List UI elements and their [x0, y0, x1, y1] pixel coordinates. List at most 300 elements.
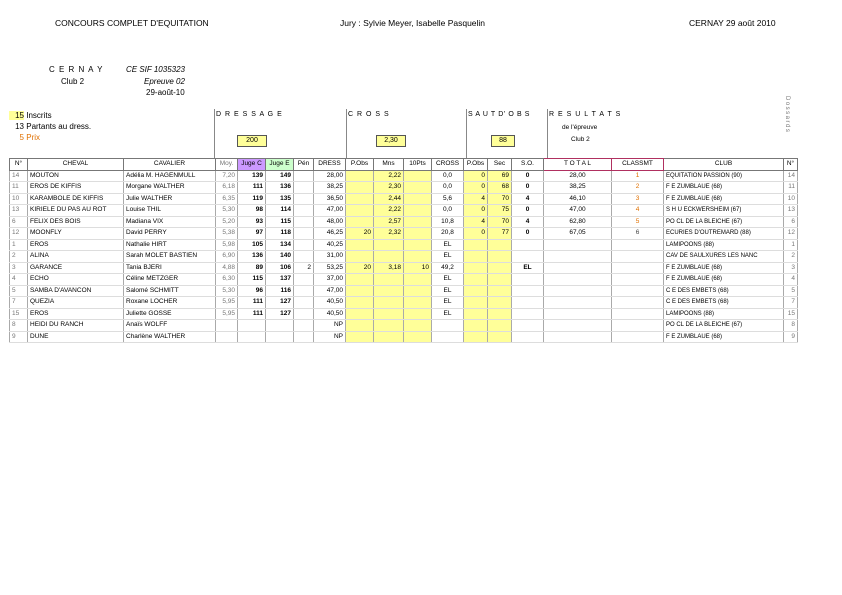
cell-moy: 7,20 [216, 170, 238, 182]
cell-moy: 4,88 [216, 262, 238, 274]
cell-saut-sec: 75 [488, 205, 512, 217]
table-row [10, 216, 798, 228]
cell-classmt: 2 [612, 182, 664, 194]
cell-cross-mns: 2,44 [374, 193, 404, 205]
cell-saut-sec [488, 308, 512, 320]
event-date: 29-août-10 [146, 88, 185, 97]
cell-cross: EL [432, 297, 464, 309]
cell-saut-sec: 68 [488, 182, 512, 194]
cell-num: 12 [10, 228, 28, 240]
cell-saut-so [512, 308, 544, 320]
cell-cross-pobs [346, 205, 374, 217]
cell-juge-e: 114 [266, 205, 294, 217]
cell-saut-sec [488, 320, 512, 332]
cell-moy: 5,38 [216, 228, 238, 240]
cell-cavalier: Roxane LOCHER [124, 297, 216, 309]
cell-saut-pobs: 0 [464, 182, 488, 194]
cell-dress: 48,00 [314, 216, 346, 228]
cell-cheval: ECHO [28, 274, 124, 286]
table-row [10, 274, 798, 286]
cell-cheval: KARAMBOLE DE KIFFIS [28, 193, 124, 205]
cell-saut-so: 4 [512, 216, 544, 228]
table-row [10, 182, 798, 194]
cell-num-right: 11 [784, 182, 798, 194]
cell-dress: 46,25 [314, 228, 346, 240]
cell-classmt: 4 [612, 205, 664, 217]
cell-cross-pobs [346, 216, 374, 228]
cell-moy: 6,35 [216, 193, 238, 205]
cell-moy: 6,30 [216, 274, 238, 286]
table-row [10, 193, 798, 205]
cell-num: 10 [10, 193, 28, 205]
cell-juge-c: 105 [238, 239, 266, 251]
table-row [10, 228, 798, 240]
cell-cross-10pts [404, 170, 432, 182]
cell-cross-pobs [346, 274, 374, 286]
header-juge-c: Juge C [238, 159, 266, 171]
cell-cavalier: Anaïs WOLFF [124, 320, 216, 332]
cell-moy: 5,95 [216, 297, 238, 309]
cell-saut-so [512, 320, 544, 332]
cell-moy: 6,90 [216, 251, 238, 263]
cell-total: 62,80 [544, 216, 612, 228]
cell-moy: 5,30 [216, 205, 238, 217]
cell-cross-mns: 2,32 [374, 228, 404, 240]
cell-total [544, 262, 612, 274]
cell-num-right: 13 [784, 205, 798, 217]
cell-num: 14 [10, 170, 28, 182]
jury: Jury : Sylvie Meyer, Isabelle Pasquelin [340, 18, 486, 28]
cell-dress: NP [314, 320, 346, 332]
cell-classmt [612, 331, 664, 343]
cell-juge-c: 136 [238, 251, 266, 263]
cell-moy: 5,30 [216, 285, 238, 297]
cell-saut-pobs [464, 320, 488, 332]
cell-saut-so [512, 297, 544, 309]
cell-total [544, 239, 612, 251]
cell-saut-pobs [464, 262, 488, 274]
cell-cavalier: Juliette GOSSE [124, 308, 216, 320]
cell-cross-10pts [404, 297, 432, 309]
cell-pen [294, 182, 314, 194]
cell-cheval: EROS [28, 308, 124, 320]
cell-saut-pobs [464, 251, 488, 263]
cell-cheval: KIRIELE DU PAS AU ROT [28, 205, 124, 217]
cell-pen [294, 205, 314, 217]
cell-pen [294, 228, 314, 240]
cell-dress: 40,50 [314, 297, 346, 309]
header-classmt: CLASSMT [612, 159, 664, 171]
header-saut-so: S.O. [512, 159, 544, 171]
cell-pen [294, 274, 314, 286]
cell-club: F E ZUMBLAUE (68) [664, 193, 784, 205]
cell-cross-pobs [346, 297, 374, 309]
cell-cross [432, 320, 464, 332]
cell-num-right: 4 [784, 274, 798, 286]
cell-saut-sec [488, 297, 512, 309]
resultats-sub: de l'épreuve [562, 124, 598, 131]
cell-total: 67,05 [544, 228, 612, 240]
cell-dress: 40,25 [314, 239, 346, 251]
cell-cross-pobs [346, 193, 374, 205]
cell-club: PO CL DE LA BLEICHE (67) [664, 216, 784, 228]
cell-cross: 49,2 [432, 262, 464, 274]
cell-juge-e: 118 [266, 228, 294, 240]
cell-saut-pobs: 0 [464, 170, 488, 182]
cell-club: F E ZUMBLAUE (68) [664, 182, 784, 194]
cell-num-right: 2 [784, 251, 798, 263]
cell-moy: 5,95 [216, 308, 238, 320]
cell-cross-pobs [346, 239, 374, 251]
cell-cross: 20,8 [432, 228, 464, 240]
cell-club: PO CL DE LA BLEICHE (67) [664, 320, 784, 332]
cell-juge-e: 140 [266, 251, 294, 263]
resultats-club: Club 2 [571, 136, 590, 143]
cell-saut-so: EL [512, 262, 544, 274]
cell-num: 1 [10, 239, 28, 251]
cell-total [544, 320, 612, 332]
cell-cross-pobs [346, 285, 374, 297]
cell-num: 9 [10, 331, 28, 343]
cell-num-right: 9 [784, 331, 798, 343]
cell-juge-c: 115 [238, 274, 266, 286]
cell-saut-sec [488, 285, 512, 297]
header-juge-e: Juge E [266, 159, 294, 171]
cell-juge-c: 111 [238, 308, 266, 320]
cell-saut-pobs [464, 274, 488, 286]
table-header-row [10, 159, 798, 171]
table-row [10, 239, 798, 251]
cell-classmt [612, 274, 664, 286]
cell-saut-so: 0 [512, 182, 544, 194]
count-prix: 5 Prix [19, 133, 41, 142]
cell-juge-c: 93 [238, 216, 266, 228]
section-saut: S A U T D' O B S [468, 111, 531, 118]
cell-total: 38,25 [544, 182, 612, 194]
cell-cross-10pts [404, 216, 432, 228]
cell-cross-10pts [404, 331, 432, 343]
cell-dress: NP [314, 331, 346, 343]
cell-cavalier: David PERRY [124, 228, 216, 240]
header-pen: Pén [294, 159, 314, 171]
cell-cross-pobs [346, 182, 374, 194]
cell-cross-10pts [404, 320, 432, 332]
cell-cavalier: Nathalie HIRT [124, 239, 216, 251]
cell-club: C E DES EMBETS (68) [664, 297, 784, 309]
cell-juge-c: 111 [238, 182, 266, 194]
header-cross-10pts: 10Pts [404, 159, 432, 171]
cell-juge-c: 96 [238, 285, 266, 297]
cell-pen [294, 308, 314, 320]
cell-club: LAMIPOONS (88) [664, 239, 784, 251]
table-row [10, 331, 798, 343]
cell-cross: EL [432, 251, 464, 263]
cell-cross: 0,0 [432, 182, 464, 194]
header-cross-pobs: P.Obs [346, 159, 374, 171]
cell-pen [294, 193, 314, 205]
cell-total: 47,00 [544, 205, 612, 217]
header-moy: Moy. [216, 159, 238, 171]
cell-cross-mns [374, 239, 404, 251]
cell-cavalier: Louise THIL [124, 205, 216, 217]
cell-cross-pobs [346, 331, 374, 343]
cell-cross-mns: 2,57 [374, 216, 404, 228]
cell-classmt [612, 320, 664, 332]
cell-cavalier: Sarah MOLET BASTIEN [124, 251, 216, 263]
cell-cross-mns [374, 274, 404, 286]
event-city: C E R N A Y [49, 65, 104, 74]
cell-cheval: SAMBA D'AVANCON [28, 285, 124, 297]
cell-saut-sec [488, 239, 512, 251]
cell-cross: 0,0 [432, 170, 464, 182]
cell-cross: EL [432, 274, 464, 286]
event-epreuve: Epreuve 02 [144, 77, 185, 86]
cell-classmt: 3 [612, 193, 664, 205]
cell-cross-10pts [404, 205, 432, 217]
dossards-label: Dossards [784, 96, 790, 134]
cell-saut-sec [488, 262, 512, 274]
cell-cheval: MOONFLY [28, 228, 124, 240]
cell-saut-so: 0 [512, 205, 544, 217]
cell-cross-pobs [346, 320, 374, 332]
cell-cross-10pts [404, 285, 432, 297]
cell-total [544, 251, 612, 263]
cell-cross: 0,0 [432, 205, 464, 217]
cell-saut-so [512, 239, 544, 251]
cell-pen [294, 239, 314, 251]
document-title: CONCOURS COMPLET D'EQUITATION [55, 18, 209, 28]
cell-cross-mns: 2,30 [374, 182, 404, 194]
cell-moy: 5,98 [216, 239, 238, 251]
cell-club: F E ZUMBLAUE (68) [664, 262, 784, 274]
cell-pen: 2 [294, 262, 314, 274]
cell-juge-e: 127 [266, 308, 294, 320]
cell-pen [294, 251, 314, 263]
cell-saut-sec [488, 274, 512, 286]
cell-cross-mns: 2,22 [374, 205, 404, 217]
section-dressage: D R E S S A G E [216, 111, 283, 118]
header-total: T O T A L [544, 159, 612, 171]
cell-saut-sec: 70 [488, 193, 512, 205]
cell-cross-10pts [404, 308, 432, 320]
cell-pen [294, 170, 314, 182]
cell-saut-so: 0 [512, 228, 544, 240]
cell-juge-c: 119 [238, 193, 266, 205]
cell-dress: 53,25 [314, 262, 346, 274]
cell-cross-mns: 2,22 [374, 170, 404, 182]
cell-num: 15 [10, 308, 28, 320]
cell-total [544, 285, 612, 297]
cell-num-right: 8 [784, 320, 798, 332]
cell-saut-pobs [464, 285, 488, 297]
cell-cross-mns [374, 320, 404, 332]
cell-juge-e: 149 [266, 170, 294, 182]
cell-saut-so [512, 251, 544, 263]
cell-club: S H U ECKWERSHEIM (67) [664, 205, 784, 217]
cell-cavalier: Morgane WALTHER [124, 182, 216, 194]
cell-num-right: 6 [784, 216, 798, 228]
cell-dress: 31,00 [314, 251, 346, 263]
cell-num: 4 [10, 274, 28, 286]
cell-dress: 47,00 [314, 205, 346, 217]
cell-cheval: HEIDI DU RANCH [28, 320, 124, 332]
cell-cavalier: Julie WALTHER [124, 193, 216, 205]
cell-cross-pobs [346, 170, 374, 182]
cell-moy: 6,18 [216, 182, 238, 194]
cell-cheval: EROS [28, 239, 124, 251]
cell-num: 13 [10, 205, 28, 217]
event-club: Club 2 [61, 77, 85, 86]
cell-juge-e: 127 [266, 297, 294, 309]
cell-cross-mns [374, 285, 404, 297]
cell-total [544, 308, 612, 320]
cell-total [544, 274, 612, 286]
cell-cross-10pts [404, 182, 432, 194]
cell-cross-mns [374, 251, 404, 263]
cell-dress: 37,00 [314, 274, 346, 286]
cell-num-right: 14 [784, 170, 798, 182]
cell-dress: 36,50 [314, 193, 346, 205]
cell-classmt: 6 [612, 228, 664, 240]
cell-num-right: 10 [784, 193, 798, 205]
table-row [10, 170, 798, 182]
table-row [10, 205, 798, 217]
cell-classmt: 1 [612, 170, 664, 182]
cell-total: 28,00 [544, 170, 612, 182]
event-code: CE SIF 1035323 [126, 65, 186, 74]
dressage-max-box: 200 [237, 135, 267, 147]
header-club: CLUB [664, 159, 784, 171]
cell-juge-e [266, 331, 294, 343]
place-date: CERNAY 29 août 2010 [689, 18, 776, 28]
cell-cross-10pts [404, 193, 432, 205]
cell-cavalier: Charlène WALTHER [124, 331, 216, 343]
cell-cavalier: Céline METZGER [124, 274, 216, 286]
cell-classmt [612, 297, 664, 309]
cell-cheval: QUEZIA [28, 297, 124, 309]
cell-cross: 5,6 [432, 193, 464, 205]
count-inscrits: 15 Inscrits [9, 111, 52, 120]
cell-cross-10pts [404, 228, 432, 240]
cell-saut-pobs: 0 [464, 228, 488, 240]
cell-classmt [612, 285, 664, 297]
cell-cheval: GARANCE [28, 262, 124, 274]
cell-num: 5 [10, 285, 28, 297]
cell-pen [294, 297, 314, 309]
cell-cheval: FELIX DES BOIS [28, 216, 124, 228]
cell-cross: EL [432, 308, 464, 320]
cell-cross-mns [374, 331, 404, 343]
table-row [10, 297, 798, 309]
header-cross-mns: Mns [374, 159, 404, 171]
header-dress: DRESS [314, 159, 346, 171]
table-row [10, 251, 798, 263]
cell-saut-sec: 77 [488, 228, 512, 240]
header-saut-pobs: P.Obs [464, 159, 488, 171]
cell-num-right: 3 [784, 262, 798, 274]
cell-juge-e: 106 [266, 262, 294, 274]
cell-pen [294, 216, 314, 228]
cell-saut-so [512, 331, 544, 343]
cell-juge-e: 115 [266, 216, 294, 228]
cell-pen [294, 331, 314, 343]
cell-num-right: 5 [784, 285, 798, 297]
cell-juge-e: 135 [266, 193, 294, 205]
cell-pen [294, 285, 314, 297]
cell-num: 11 [10, 182, 28, 194]
cell-cross-pobs [346, 251, 374, 263]
cell-saut-pobs: 4 [464, 216, 488, 228]
cell-juge-c: 89 [238, 262, 266, 274]
cell-juge-c: 139 [238, 170, 266, 182]
cell-juge-e: 136 [266, 182, 294, 194]
cell-saut-pobs [464, 297, 488, 309]
cell-cross: 10,8 [432, 216, 464, 228]
cell-cheval: ALINA [28, 251, 124, 263]
cell-cross [432, 331, 464, 343]
cell-classmt [612, 239, 664, 251]
header-num: N° [10, 159, 28, 171]
cell-classmt [612, 262, 664, 274]
header-saut-sec: Sec [488, 159, 512, 171]
cell-cross-10pts [404, 251, 432, 263]
cell-cross-mns [374, 297, 404, 309]
cell-saut-sec [488, 331, 512, 343]
cell-cross-10pts: 10 [404, 262, 432, 274]
cell-club: F E ZUMBLAUE (68) [664, 274, 784, 286]
cell-cheval: MOUTON [28, 170, 124, 182]
cell-num-right: 12 [784, 228, 798, 240]
cell-juge-c: 98 [238, 205, 266, 217]
cell-saut-so: 4 [512, 193, 544, 205]
cell-cavalier: Adélia M. HAGENMULL [124, 170, 216, 182]
cell-moy [216, 320, 238, 332]
cell-club: C E DES EMBETS (68) [664, 285, 784, 297]
cell-cavalier: Madiana VIX [124, 216, 216, 228]
cell-cross-pobs [346, 308, 374, 320]
cell-juge-e: 116 [266, 285, 294, 297]
cell-moy [216, 331, 238, 343]
cell-cross-pobs: 20 [346, 262, 374, 274]
header-cavalier: CAVALIER [124, 159, 216, 171]
count-partants: 13 Partants au dress. [15, 122, 92, 131]
cell-moy: 5,20 [216, 216, 238, 228]
cell-classmt [612, 308, 664, 320]
header-cheval: CHEVAL [28, 159, 124, 171]
cell-club: CAV DE SAULXURES LES NANC [664, 251, 784, 263]
header-cross: CROSS [432, 159, 464, 171]
cell-saut-pobs [464, 331, 488, 343]
cell-saut-sec: 69 [488, 170, 512, 182]
cell-juge-c: 97 [238, 228, 266, 240]
cell-total: 46,10 [544, 193, 612, 205]
cell-cross-pobs: 20 [346, 228, 374, 240]
cell-classmt [612, 251, 664, 263]
saut-time-box: 88 [491, 135, 515, 147]
cell-cavalier: Salomé SCHMITT [124, 285, 216, 297]
cell-num-right: 7 [784, 297, 798, 309]
cell-juge-e: 137 [266, 274, 294, 286]
cell-cross-mns: 3,18 [374, 262, 404, 274]
cell-cheval: DUNE [28, 331, 124, 343]
cell-num: 3 [10, 262, 28, 274]
cell-club: F E ZUMBLAUE (68) [664, 331, 784, 343]
cell-cross-10pts [404, 239, 432, 251]
cell-cheval: EROS DE KIFFIS [28, 182, 124, 194]
cell-dress: 40,50 [314, 308, 346, 320]
cell-saut-sec: 70 [488, 216, 512, 228]
cell-saut-pobs: 0 [464, 205, 488, 217]
